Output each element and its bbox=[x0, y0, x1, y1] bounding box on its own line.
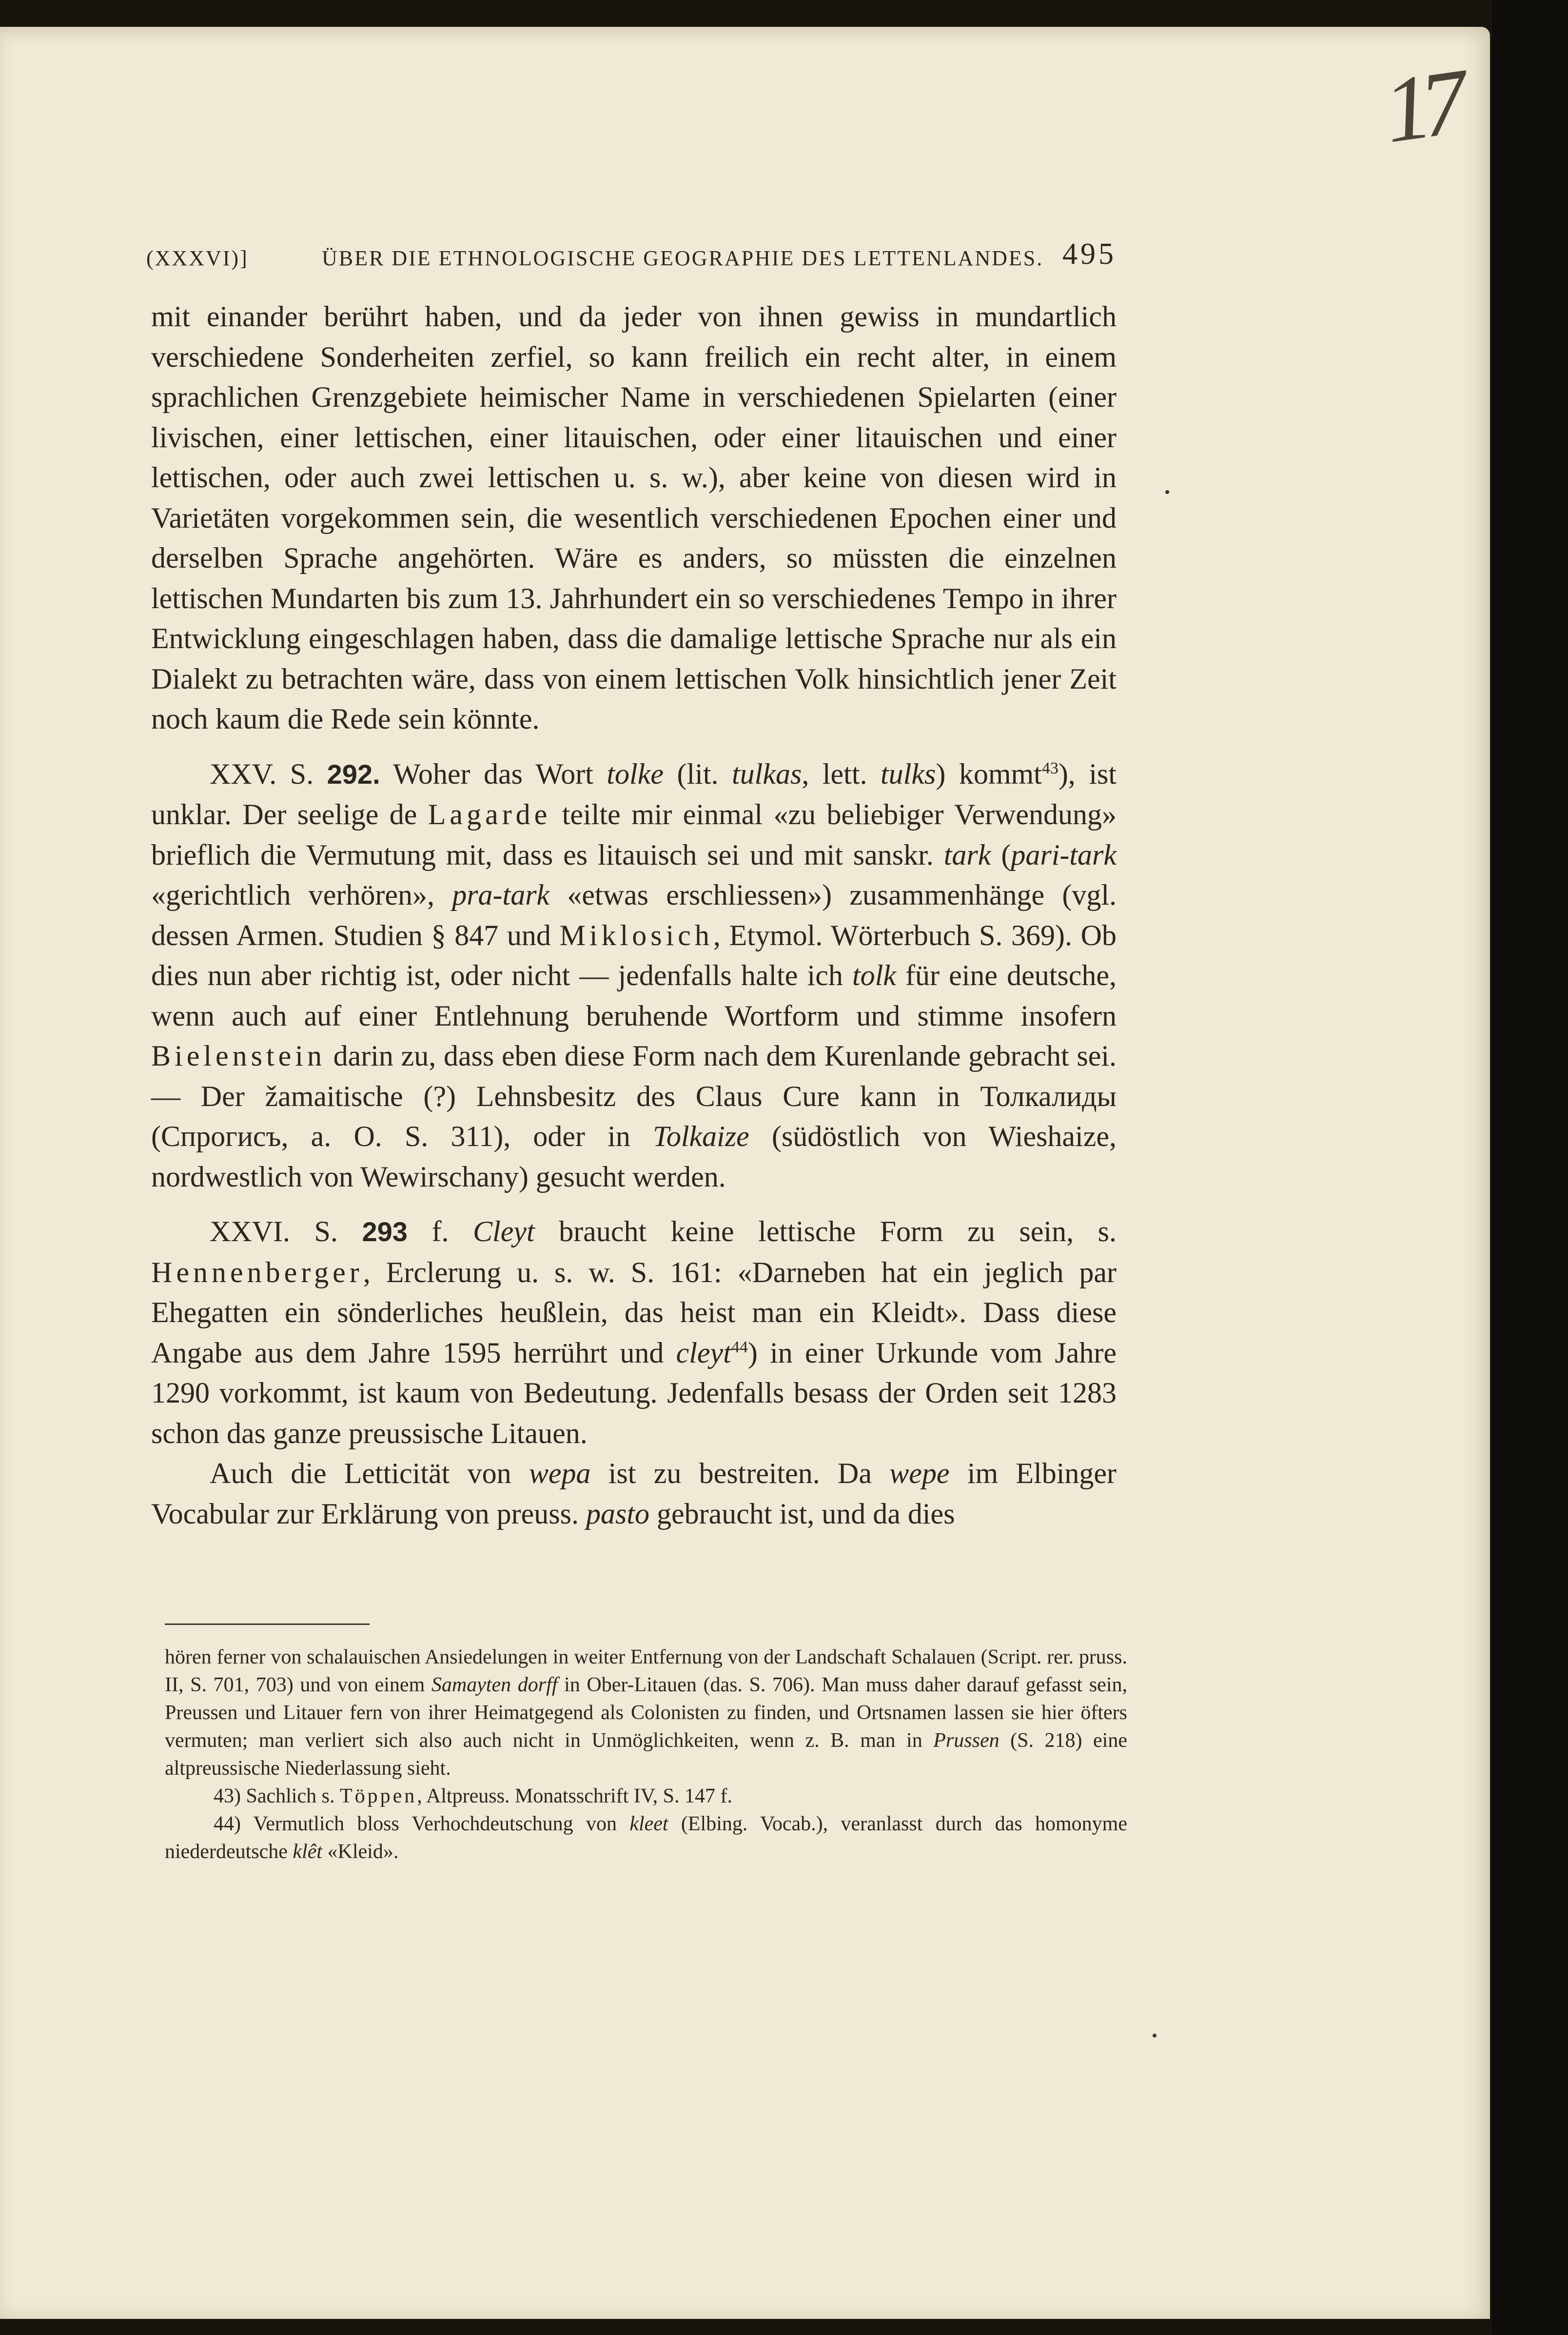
footnote-ref-43: 43 bbox=[1041, 759, 1058, 777]
paragraph-wepa: Auch die Letticität von wepa ist zu bestreiten. Da wepe im Elbinger Vocabular zur Erklärung von preuss. pasto gebraucht ist, und da dies bbox=[151, 1457, 1117, 1530]
header-section-number: (XXXVI)] bbox=[146, 246, 249, 270]
footnote-43: 43) Sachlich s. Töppen, Altpreuss. Monatsschrift IV, S. 147 f. bbox=[214, 1785, 732, 1807]
footnotes bbox=[165, 1643, 1127, 1866]
page-number: 495 bbox=[1062, 237, 1117, 271]
scan-background bbox=[1492, 0, 1568, 2335]
paper-speck bbox=[1165, 490, 1169, 494]
paragraph-xxvi: XXVI. S. 293 f. Cleyt braucht keine lettische Form zu sein, s. Hennenberger, Erclerung u. s. w. S. 161: «Darneben hat ein jeglich par Ehegatten ein sönderliches heußlein, das heist man ein Kleidt». Dass diese Angabe aus dem Jahre 1595 herrührt und cleyt$^{44}$) in einer Urkunde vom Jahre 1290 vorkommt, ist kaum von Bedeutung. Jedenfalls besass der Orden seit 1283 schon das ganze preussische Litauen. bbox=[151, 1215, 1117, 1449]
paper-speck bbox=[1153, 2034, 1156, 2038]
paragraph-xxv: XXV. S. 292. Woher das Wort tolke (lit. tulkas, lett. tulks) kommt$^{43}$), ist unklar. Der seelige de Lagarde teilte mir einmal «zu beliebiger Verwendung» brieflich die Vermutung mit, dass es litauisch sei und mit sanskr. tark (pari-tark «gerichtlich verhören», pra-tark «etwas erschliessen») zusammenhänge (vgl. dessen Armen. Studien § 847 und Miklosich, Etymol. Wörterbuch S. 369). Ob dies nun aber richtig ist, oder nicht — jedenfalls halte ich tolk für eine deutsche, wenn auch auf einer Entlehnung beruhende Wortform und stimme insofern Bielenstein darin zu, dass eben diese Form nach dem Kurenlande gebracht sei. — Der žamaitische (?) Lehnsbesitz des Claus Cure kann in Толкалиды (Спрогисъ, a. O. S. 311), oder in Tolkaize (südöstlich von Wieshaize, nordwestlich von Wewirschany) gesucht werden. bbox=[151, 757, 1117, 1193]
footnote-separator bbox=[165, 1623, 370, 1625]
paragraph-continuation: mit einander berührt haben, und da jeder von ihnen gewiss in mundartlich verschiedene Sonderheiten zerfiel, so kann freilich ein recht alter, in einem sprachlichen Grenzgebiete heimischer Name in verschiedenen Spielarten (einer livischen, einer lettischen, einer litauischen, oder einer litauischen und einer lettischen, oder auch zwei lettischen u. s. w.), aber keine von diesen wird in Varietäten vorgekommen sein, die wesentlich verschiedenen Epochen einer und derselben Sprache angehörten. Wäre es anders, so müssten die einzelnen lettischen Mundarten bis zum 13. Jahrhundert ein so verschiedenes Tempo in ihrer Entwicklung eingeschlagen haben, dass die damalige lettische Sprache nur als ein Dialekt zu betrachten wäre, dass von einem lettischen Volk hinsichtlich jener Zeit noch kaum die Rede sein könnte. bbox=[151, 300, 1117, 735]
header-title: ÜBER DIE ETHNOLOGISCHE GEOGRAPHIE DES LETTENLANDES. bbox=[322, 246, 1044, 270]
footnote-ref-44: 44 bbox=[731, 1338, 748, 1356]
running-header bbox=[146, 237, 1117, 281]
handwritten-folio-number: 17 bbox=[1378, 51, 1465, 163]
main-text bbox=[151, 297, 1117, 1534]
footnote-44: 44) Vermutlich bloss Verhochdeutschung von kleet (Elbing. Vocab.), veranlasst durch das homonyme niederdeutsche klêt «Kleid». bbox=[165, 1813, 1127, 1863]
footnote-continuation: hören ferner von schalauischen Ansiedelungen in weiter Entfernung von der Landschaft Schalauen (Script. rer. pruss. II, S. 701, 703) und von einem Samayten dorff in Ober-Litauen (das. S. 706). Man muss daher darauf gefasst sein, Preussen und Litauer fern von ihrer Heimatgegend als Colonisten zu finden, und Ortsnamen lassen sie hier öfters vermuten; man verliert sich also auch nicht in Unmöglichkeiten, wenn z. B. man in Prussen (S. 218) eine altpreussische Niederlassung sieht. bbox=[165, 1646, 1127, 1780]
